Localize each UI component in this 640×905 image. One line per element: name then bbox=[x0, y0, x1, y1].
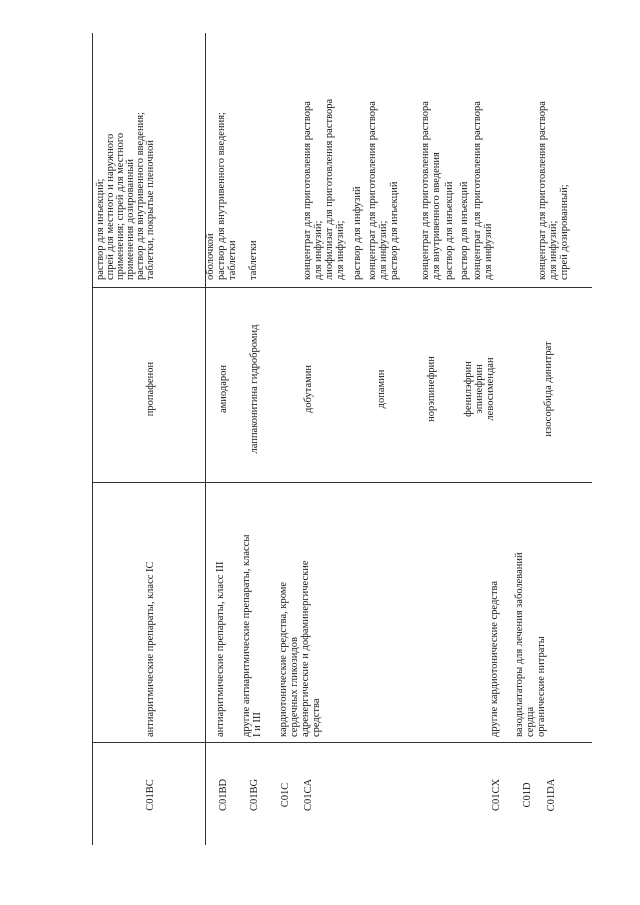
table-cell-group: другие кардиотонические средства bbox=[489, 580, 500, 737]
table-cell-group: адренергические и дофаминергические bbox=[300, 560, 311, 737]
table-cell-form: спрей дозированный; bbox=[559, 184, 570, 280]
table-cell-code: C01BC bbox=[145, 779, 156, 811]
column-divider-code bbox=[92, 742, 592, 743]
table-cell-code: C01D bbox=[522, 782, 533, 808]
table-cell-drug: амиодарон bbox=[218, 365, 229, 413]
table-cell-drug: эпинефрин bbox=[474, 364, 485, 414]
table-cell-drug: норэпинефрин bbox=[426, 356, 437, 422]
table-cell-form: оболочкой bbox=[205, 233, 216, 280]
table-cell-form: раствор для инъекций bbox=[389, 181, 400, 280]
table-cell-code: C01CA bbox=[303, 778, 314, 812]
table-cell-form: раствор для инъекций; bbox=[95, 178, 106, 280]
table-cell-code: C01BG bbox=[249, 778, 260, 812]
column-divider-drug bbox=[92, 287, 592, 288]
table-cell-drug: добутамин bbox=[303, 364, 314, 414]
table-cell-drug: допамин bbox=[376, 369, 387, 409]
table-cell-group: органические нитраты bbox=[536, 636, 547, 737]
table-cell-group: антиаритмические препараты, класс IC bbox=[145, 561, 156, 737]
table-cell-form: таблетки bbox=[227, 240, 238, 280]
drug-classification-table bbox=[92, 33, 592, 845]
table-cell-group: сердечных гликозидов bbox=[289, 637, 300, 737]
table-cell-code: C01C bbox=[280, 782, 291, 808]
table-cell-form: концентрат для приготовления раствора bbox=[537, 101, 548, 280]
table-cell-form: для инфузий; bbox=[335, 220, 346, 280]
table-cell-form: для инфузий; bbox=[548, 220, 559, 280]
table-cell-form: для инфузий bbox=[483, 223, 494, 280]
table-cell-form: концентрат для приготовления раствора bbox=[367, 101, 378, 280]
table-cell-code: C01CX bbox=[491, 778, 502, 812]
table-cell-group: кардиотонические средства, кроме bbox=[278, 581, 289, 737]
table-cell-group: I и III bbox=[252, 712, 263, 737]
table-cell-drug: пропафенон bbox=[145, 361, 156, 417]
table-cell-form: раствор для инфузий bbox=[352, 186, 363, 280]
table-cell-group: средства bbox=[311, 698, 322, 737]
table-cell-group: вазодилататоры для лечения заболеваний bbox=[514, 552, 525, 737]
table-cell-drug: левосимендан bbox=[485, 357, 496, 421]
table-cell-form: для внутривенного введения bbox=[431, 152, 442, 280]
table-cell-drug: фенилэфрин bbox=[463, 361, 474, 417]
table-cell-form: таблетки, покрытые пленочной bbox=[145, 139, 156, 280]
table-cell-code: C01BD bbox=[218, 778, 229, 812]
table-cell-form: для инфузий; bbox=[378, 220, 389, 280]
table-cell-form: концентрат для приготовления раствора bbox=[420, 101, 431, 280]
table-cell-form: лиофилизат для приготовления раствора bbox=[324, 98, 335, 280]
table-cell-form: раствор для инъекций bbox=[444, 181, 455, 280]
table-cell-code: C01DA bbox=[546, 778, 557, 812]
table-cell-form: применения дозированный bbox=[125, 158, 136, 280]
table-cell-form: раствор для внутривенного введения; bbox=[135, 112, 146, 280]
row-separator-rule bbox=[205, 33, 206, 845]
table-cell-form: для инфузий; bbox=[313, 220, 324, 280]
table-cell-group: другие антиаритмические препараты, классы bbox=[241, 534, 252, 737]
table-cell-form: концентрат для приготовления раствора bbox=[472, 101, 483, 280]
table-cell-form: применения; спрей для местного bbox=[115, 132, 126, 280]
table-cell-form: раствор для инъекций bbox=[459, 181, 470, 280]
column-divider-group bbox=[92, 482, 592, 483]
table-cell-form: таблетки bbox=[248, 240, 259, 280]
rotated-table-sheet bbox=[92, 33, 592, 845]
table-cell-form: раствор для внутривенного введения; bbox=[216, 112, 227, 280]
table-cell-form: спрей для местного и наружного bbox=[105, 133, 116, 280]
table-cell-group: сердца bbox=[525, 706, 536, 737]
table-top-rule bbox=[92, 33, 93, 845]
table-cell-drug: лаппаконитина гидробромид bbox=[249, 324, 260, 454]
table-cell-form: концентрат для приготовления раствора bbox=[302, 101, 313, 280]
table-cell-drug: изосорбида динитрат bbox=[543, 341, 554, 437]
table-cell-group: антиаритмические препараты, класс III bbox=[215, 561, 226, 737]
